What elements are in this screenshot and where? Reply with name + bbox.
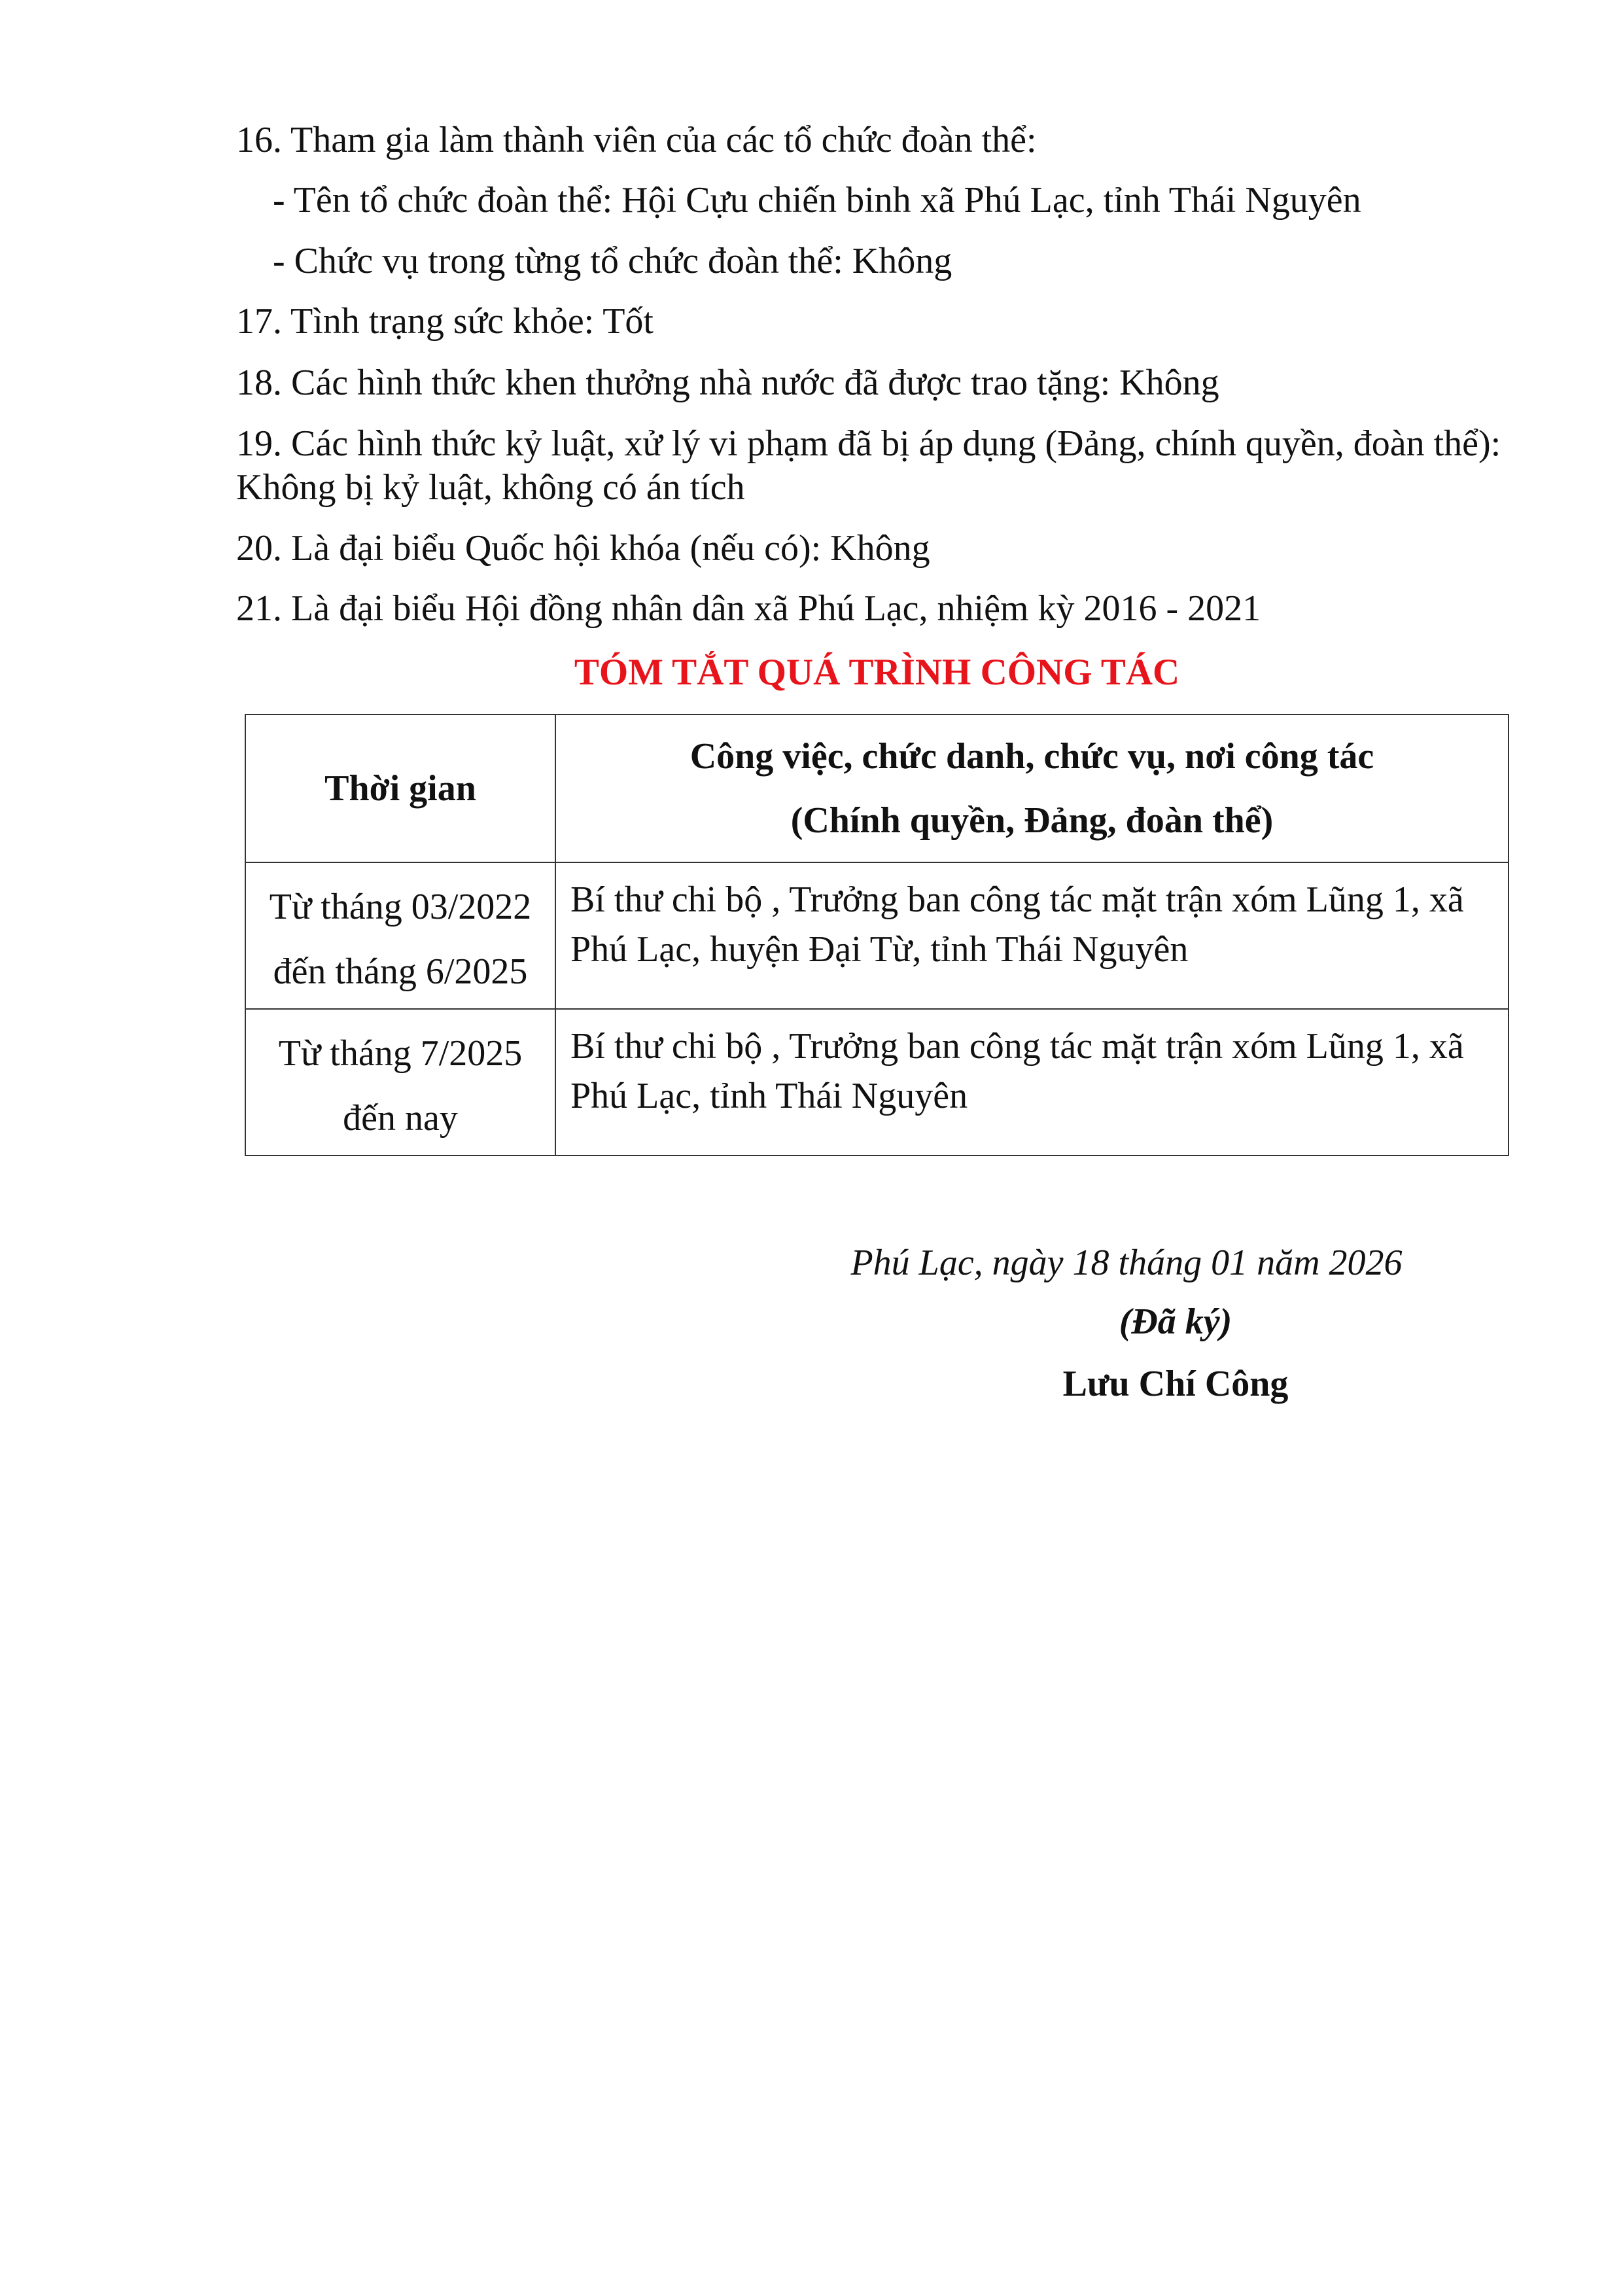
header-time: Thời gian <box>245 715 555 862</box>
item-19-answer: Không bị kỷ luật, không có án tích <box>236 467 745 508</box>
row-time-to: đến nay <box>343 1098 458 1139</box>
row-desc: Bí thư chi bộ , Trưởng ban công tác mặt trận xóm Lũng 1, xã Phú Lạc, huyện Đại Từ, tỉnh Thái Nguyên <box>555 862 1509 1009</box>
work-history-table <box>245 714 1509 1156</box>
item-19: 19. Các hình thức kỷ luật, xử lý vi phạm đã bị áp dụng (Đảng, chính quyền, đoàn thể): <box>236 423 1501 464</box>
item-16-position: - Chức vụ trong từng tổ chức đoàn thể: Không <box>273 241 952 281</box>
table-row <box>245 862 1509 1009</box>
signature-signed: (Đã ký) <box>1119 1301 1232 1342</box>
header-work-line1: Công việc, chức danh, chức vụ, nơi công tác <box>689 736 1374 777</box>
row-time <box>245 862 555 1009</box>
header-work <box>555 715 1509 862</box>
signature-name: Lưu Chí Công <box>1062 1364 1289 1404</box>
row-time-to: đến tháng 6/2025 <box>273 951 528 992</box>
row-time-from: Từ tháng 03/2022 <box>269 887 532 927</box>
row-time-from: Từ tháng 7/2025 <box>278 1033 523 1074</box>
row-desc: Bí thư chi bộ , Trưởng ban công tác mặt trận xóm Lũng 1, xã Phú Lạc, tỉnh Thái Nguyên <box>555 1009 1509 1156</box>
header-work-line2: (Chính quyền, Đảng, đoàn thể) <box>790 800 1274 841</box>
item-16-org-name: - Tên tổ chức đoàn thể: Hội Cựu chiến binh xã Phú Lạc, tỉnh Thái Nguyên <box>273 180 1361 221</box>
table-row <box>245 1009 1509 1156</box>
item-21: 21. Là đại biểu Hội đồng nhân dân xã Phú Lạc, nhiệm kỳ 2016 - 2021 <box>236 588 1261 629</box>
item-20: 20. Là đại biểu Quốc hội khóa (nếu có): Không <box>236 528 930 569</box>
item-18: 18. Các hình thức khen thưởng nhà nước đã được trao tặng: Không <box>236 362 1219 403</box>
item-17: 17. Tình trạng sức khỏe: Tốt <box>236 301 654 342</box>
table-header-row <box>245 715 1509 862</box>
signature-place-date: Phú Lạc, ngày 18 tháng 01 năm 2026 <box>850 1243 1403 1283</box>
item-16: 16. Tham gia làm thành viên của các tổ chức đoàn thể: <box>236 120 1037 160</box>
row-time <box>245 1009 555 1156</box>
section-title: TÓM TẮT QUÁ TRÌNH CÔNG TÁC <box>574 652 1180 693</box>
